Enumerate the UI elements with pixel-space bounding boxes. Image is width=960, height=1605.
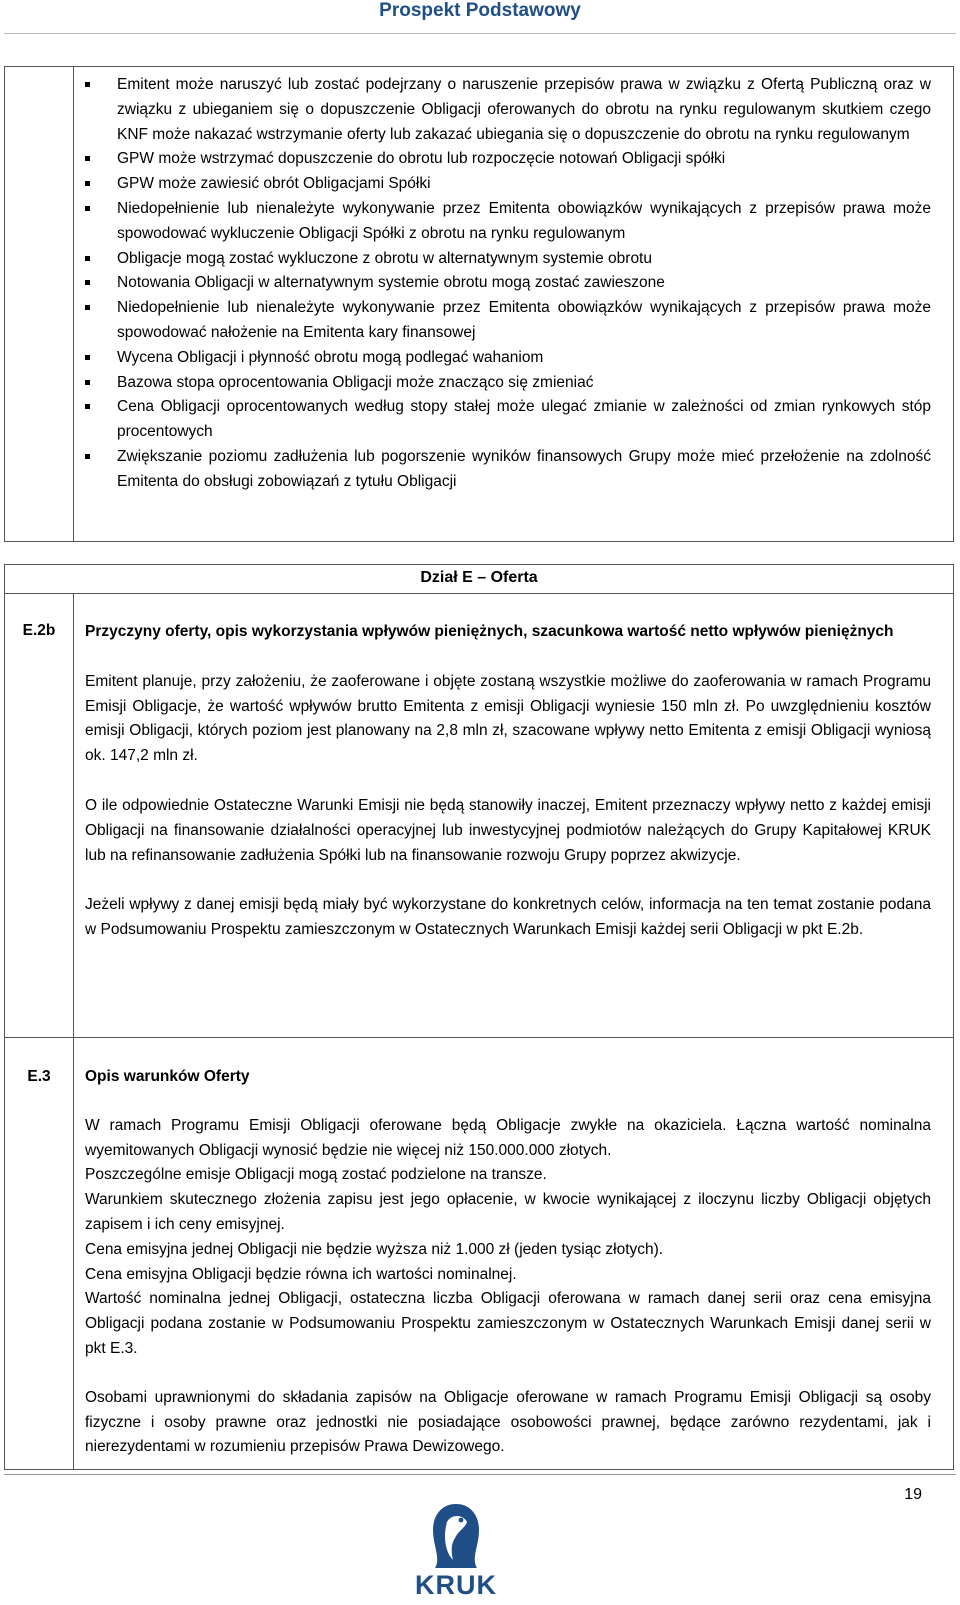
e3-code: E.3: [27, 1068, 51, 1085]
list-item: Notowania Obligacji w alternatywnym systemie obrotu mogą zostać zawieszone: [85, 271, 931, 296]
e3-paragraph-last: Osobami uprawnionymi do składania zapisów na Obligacje oferowane w ramach Programu Emisji Obligacji są osoby fizyczne i osoby prawne oraz jednostki nie posiadające osobowości prawnej, będące zarówno rezydentami, jak i nierezydentami w rozumieniu przepisów Prawa Dewizowego.: [85, 1388, 931, 1456]
page-header-title: Prospekt Podstawowy: [379, 0, 581, 21]
header-rule: [4, 33, 956, 34]
bullet-icon: [85, 404, 90, 409]
e2b-paragraph-3: Jeżeli wpływy z danej emisji będą miały być wykorzystane do konkretnych celów, informacja na ten temat zostanie podana w Podsumowaniu Prospektu zamieszczonym w Ostatecznych Warunkach Emisji każdej serii Obligacji w pkt E.2b.: [85, 896, 931, 939]
list-item: Niedopełnienie lub nienależyte wykonywanie przez Emitenta obowiązków wynikających z przepisów prawa może spowodować nałożenie na Emitenta kary finansowej: [85, 296, 931, 346]
list-item: Wycena Obligacji i płynność obrotu mogą podlegać wahaniom: [85, 346, 931, 371]
bullet-icon: [85, 206, 90, 211]
bullet-icon: [85, 181, 90, 186]
e3-heading: Opis warunków Oferty: [85, 1068, 250, 1085]
e2b-code: E.2b: [22, 622, 56, 639]
bullet-icon: [85, 280, 90, 285]
page-number: 19: [904, 1486, 922, 1503]
list-item: Niedopełnienie lub nienależyte wykonywanie przez Emitenta obowiązków wynikających z przepisów prawa może spowodować wykluczenie Obligacji Spółki z obrotu na rynku regulowanym: [85, 197, 931, 247]
list-item: Zwiększanie poziomu zadłużenia lub pogorszenie wyników finansowych Grupy może mieć przełożenie na zdolność Emitenta do obsługi zobowiązań z tytułu Obligacji: [85, 445, 931, 495]
risk-table-code-cell: [5, 67, 74, 541]
list-item: GPW może wstrzymać dopuszczenie do obrotu lub rozpoczęcie notowań Obligacji spółki: [85, 147, 931, 172]
e3-line-1: W ramach Programu Emisji Obligacji oferowane będą Obligacje zwykłe na okaziciela. Łączna wartość nominalna wyemitowanych Obligacji wynosić będzie nie więcej niż 150.000.000 złotych.: [85, 1116, 931, 1159]
list-item: Bazowa stopa oprocentowania Obligacji może znacząco się zmieniać: [85, 371, 931, 396]
section-title: Dział E – Oferta: [420, 569, 538, 586]
list-item: Emitent może naruszyć lub zostać podejrzany o naruszenie przepisów prawa w związku z Ofertą Publiczną oraz w związku z ubieganiem się o dopuszczenie Obligacji oferowanych do obrotu na rynku regulowanym skutkiem czego KNF może nakazać wstrzymanie oferty lub zakazać ubiegania się o dopuszczenie do obrotu na rynku regulowanym: [85, 73, 931, 147]
section-title-row: [5, 565, 953, 594]
row-divider: [5, 1037, 953, 1038]
e3-line-4: Cena emisyjna jednej Obligacji nie będzie wyższa niż 1.000 zł (jeden tysiąc złotych).: [85, 1240, 664, 1258]
code-column: [5, 593, 74, 1469]
e3-line-2: Poszczególne emisje Obligacji mogą zostać podzielone na transze.: [85, 1166, 547, 1184]
footer-rule: [4, 1474, 956, 1475]
list-item: GPW może zawiesić obrót Obligacjami Spółki: [85, 172, 931, 197]
bullet-icon: [85, 380, 90, 385]
e3-content: [85, 1065, 931, 1460]
risk-table: [4, 66, 954, 542]
e2b-paragraph-2: O ile odpowiednie Ostateczne Warunki Emisji nie będą stanowiły inaczej, Emitent przeznaczy wpływy netto z każdej emisji Obligacji na finansowanie działalności operacyjnej lub inwestycyjnej podmiotów należących do Grupy Kapitałowej KRUK lub na refinansowanie zadłużenia Spółki lub na finansowanie rozwoju Grupy poprzez akwizycje.: [85, 796, 931, 864]
list-item: Cena Obligacji oprocentowanych według stopy stałej może ulegać zmianie w zależności od zmian rynkowych stóp procentowych: [85, 395, 931, 445]
bullet-icon: [85, 355, 90, 360]
logo-text: KRUK: [415, 1570, 497, 1600]
bullet-icon: [85, 82, 90, 87]
e2b-content: [85, 620, 931, 943]
bullet-icon: [85, 156, 90, 161]
e2b-paragraph-1: Emitent planuje, przy założeniu, że zaoferowane i objęte zostaną wszystkie możliwe do zaoferowania w ramach Programu Emisji Obligacje, że wartość wpływów brutto Emitenta z emisji Obligacji wyniesie 150 mln zł. Po uwzględnieniu kosztów emisji Obligacji, których poziom jest planowany na 2,8 mln zł, szacowane wpływy netto Emitenta z emisji Obligacji wyniosą ok. 147,2 mln zł.: [85, 672, 931, 765]
risk-list: [85, 73, 931, 495]
kruk-logo: [411, 1500, 501, 1600]
e3-line-6: Wartość nominalna jednej Obligacji, ostateczna liczba Obligacji oferowana w ramach danej serii oraz cena emisyjna Obligacji podana zostanie w Podsumowaniu Prospektu zamieszczonym w Ostatecznych Warunkach Emisji danej serii w pkt E.3.: [85, 1290, 931, 1357]
e2b-heading: Przyczyny oferty, opis wykorzystania wpływów pieniężnych, szacunkowa wartość netto wpływów pieniężnych: [85, 623, 894, 640]
list-item: Obligacje mogą zostać wykluczone z obrotu w alternatywnym systemie obrotu: [85, 247, 931, 272]
kruk-bird-icon: [411, 1500, 501, 1570]
bullet-icon: [85, 256, 90, 261]
e3-line-3: Warunkiem skutecznego złożenia zapisu jest jego opłacenie, w kwocie wynikającej z iloczynu liczby Obligacji objętych zapisem i ich ceny emisyjnej.: [85, 1191, 931, 1233]
bullet-icon: [85, 454, 90, 459]
offer-table: [4, 564, 954, 1470]
bullet-icon: [85, 305, 90, 310]
e3-line-5: Cena emisyjna Obligacji będzie równa ich wartości nominalnej.: [85, 1265, 517, 1283]
